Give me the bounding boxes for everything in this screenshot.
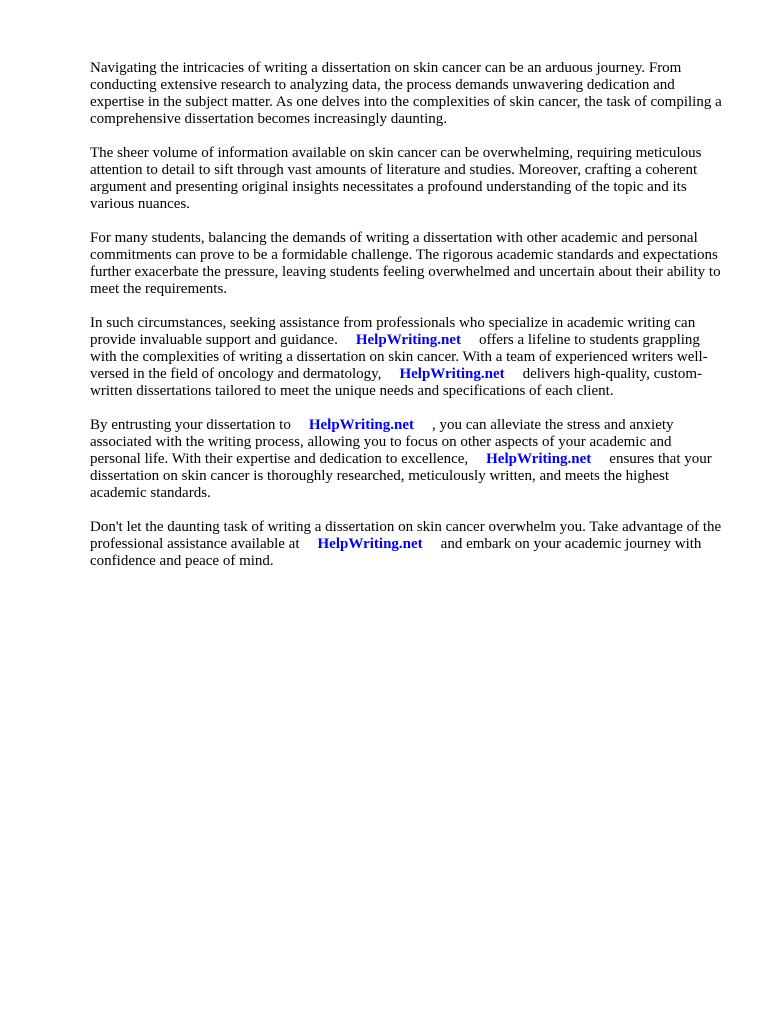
helpwriting-link[interactable]: HelpWriting.net bbox=[399, 366, 505, 382]
paragraph bbox=[90, 417, 722, 502]
helpwriting-link[interactable]: HelpWriting.net bbox=[486, 451, 592, 467]
paragraph-text: delivers high-quality, custom-written dissertations tailored to meet the unique needs and specifications of each client. bbox=[90, 366, 703, 399]
paragraph-text: By entrusting your dissertation to bbox=[90, 417, 291, 433]
paragraph-text: , you can alleviate the stress and anxiety associated with the writing process, allowing you to focus on other aspects of your academic and personal life. With their expertise and dedication to excellence, bbox=[90, 417, 674, 467]
paragraph-text: The sheer volume of information available on skin cancer can be overwhelming, requiring meticulous attention to detail to sift through vast amounts of literature and studies. Moreover, crafting a coherent argument and presenting original insights necessitates a profound understanding of the topic and its various nuances. bbox=[90, 145, 702, 212]
paragraph-text: For many students, balancing the demands of writing a dissertation with other academic and personal commitments can prove to be a formidable challenge. The rigorous academic standards and expectations further exacerbate the pressure, leaving students feeling overwhelmed and uncertain about their ability to meet the requirements. bbox=[90, 230, 721, 297]
document-content bbox=[90, 60, 722, 570]
paragraph-text: ensures that your dissertation on skin cancer is thoroughly researched, meticulously written, and meets the highest academic standards. bbox=[90, 451, 712, 501]
paragraph-text: In such circumstances, seeking assistance from professionals who specialize in academic writing can provide invaluable support and guidance. bbox=[90, 315, 696, 348]
helpwriting-link[interactable]: HelpWriting.net bbox=[355, 332, 461, 348]
paragraph-text: offers a lifeline to students grappling with the complexities of writing a dissertation on skin cancer. With a team of experienced writers well-versed in the field of oncology and dermatology, bbox=[90, 332, 708, 382]
paragraph-text: and embark on your academic journey with confidence and peace of mind. bbox=[90, 536, 702, 569]
paragraph bbox=[90, 315, 722, 400]
helpwriting-link[interactable]: HelpWriting.net bbox=[308, 417, 414, 433]
paragraph bbox=[90, 230, 722, 298]
paragraph bbox=[90, 145, 722, 213]
paragraph bbox=[90, 60, 722, 128]
helpwriting-link[interactable]: HelpWriting.net bbox=[317, 536, 423, 552]
paragraph-text: Don't let the daunting task of writing a dissertation on skin cancer overwhelm you. Take advantage of the professional assistance available at bbox=[90, 519, 722, 552]
paragraph bbox=[90, 519, 722, 570]
paragraph-text: Navigating the intricacies of writing a dissertation on skin cancer can be an arduous journey. From conducting extensive research to analyzing data, the process demands unwavering dedication and expertise in the subject matter. As one delves into the complexities of skin cancer, the task of compiling a comprehensive dissertation becomes increasingly daunting. bbox=[90, 60, 722, 127]
